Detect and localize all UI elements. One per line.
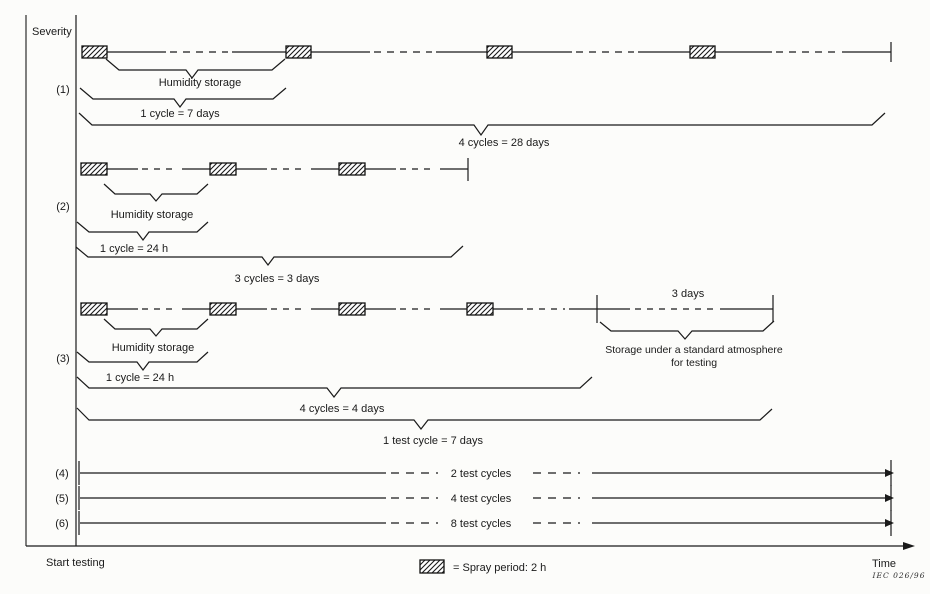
- row-arrowhead-icon: [885, 469, 894, 477]
- spray-period-box: [81, 303, 107, 315]
- severity-2-spray-line: [107, 158, 468, 181]
- spray-period-box: [286, 46, 311, 58]
- test-cycles-count-label: 8 test cycles: [450, 518, 512, 530]
- severity-5-row: [55, 485, 894, 511]
- time-axis-arrowhead-icon: [903, 542, 915, 550]
- spray-period-box: [82, 46, 107, 58]
- severity-3-row: [56, 288, 783, 447]
- humidity-storage-brace: [104, 319, 208, 336]
- total-cycles-label: 3 cycles = 3 days: [234, 273, 320, 285]
- one-cycle-brace: [77, 222, 208, 240]
- spray-period-box: [467, 303, 493, 315]
- severity-2-label: (2): [56, 201, 70, 213]
- spray-period-box: [81, 163, 107, 175]
- severity-axis-label: Severity: [32, 26, 72, 38]
- severity-2-row: [56, 158, 468, 285]
- spray-period-box: [339, 303, 365, 315]
- standard-atmosphere-caption-line1: Storage under a standard atmosphere: [605, 344, 783, 356]
- spray-period-box: [210, 303, 236, 315]
- severity-6-row: [55, 510, 894, 536]
- spray-period-box: [690, 46, 715, 58]
- start-testing-label: Start testing: [46, 557, 105, 569]
- one-cycle-label: 1 cycle = 7 days: [140, 108, 220, 120]
- humidity-storage-brace: [106, 59, 285, 78]
- standard-atmosphere-brace: [600, 321, 774, 339]
- test-cycles-count-label: 2 test cycles: [450, 468, 512, 480]
- legend: [420, 560, 546, 574]
- severity-1-label: (1): [56, 84, 70, 96]
- severity-6-label: (6): [55, 518, 69, 530]
- spray-period-box: [339, 163, 365, 175]
- severity-4-row: [55, 460, 894, 486]
- humidity-storage-brace: [104, 184, 208, 201]
- humidity-storage-label: Humidity storage: [158, 77, 242, 89]
- row-arrowhead-icon: [885, 519, 894, 527]
- legend-label: = Spray period: 2 h: [453, 562, 547, 574]
- severity-3-label: (3): [56, 353, 70, 365]
- iec-doc-ref: IEC 026/96: [872, 571, 926, 580]
- standard-atmosphere-caption-line2: for testing: [670, 357, 718, 369]
- severity-4-label: (4): [55, 468, 69, 480]
- row-arrowhead-icon: [885, 494, 894, 502]
- one-cycle-label: 1 cycle = 24 h: [105, 372, 175, 384]
- one-cycle-brace: [80, 88, 286, 107]
- spray-period-box: [487, 46, 512, 58]
- spray-period-box: [210, 163, 236, 175]
- humidity-storage-label: Humidity storage: [111, 342, 195, 354]
- humidity-storage-label: Humidity storage: [110, 209, 194, 221]
- spray-period-legend-swatch: [420, 560, 444, 573]
- one-cycle-label: 1 cycle = 24 h: [99, 243, 169, 255]
- test-cycle-label: 1 test cycle = 7 days: [383, 435, 483, 447]
- test-cycle-brace: [77, 408, 772, 429]
- severity-5-label: (5): [55, 493, 69, 505]
- standard-atmosphere-days-label: 3 days: [671, 288, 705, 300]
- test-cycles-count-label: 4 test cycles: [450, 493, 512, 505]
- total-cycles-label: 4 cycles = 4 days: [299, 403, 385, 415]
- severity-1-row: [56, 42, 891, 149]
- time-axis-label: Time: [871, 558, 897, 570]
- one-cycle-brace: [77, 352, 208, 370]
- total-cycles-label: 4 cycles = 28 days: [458, 137, 550, 149]
